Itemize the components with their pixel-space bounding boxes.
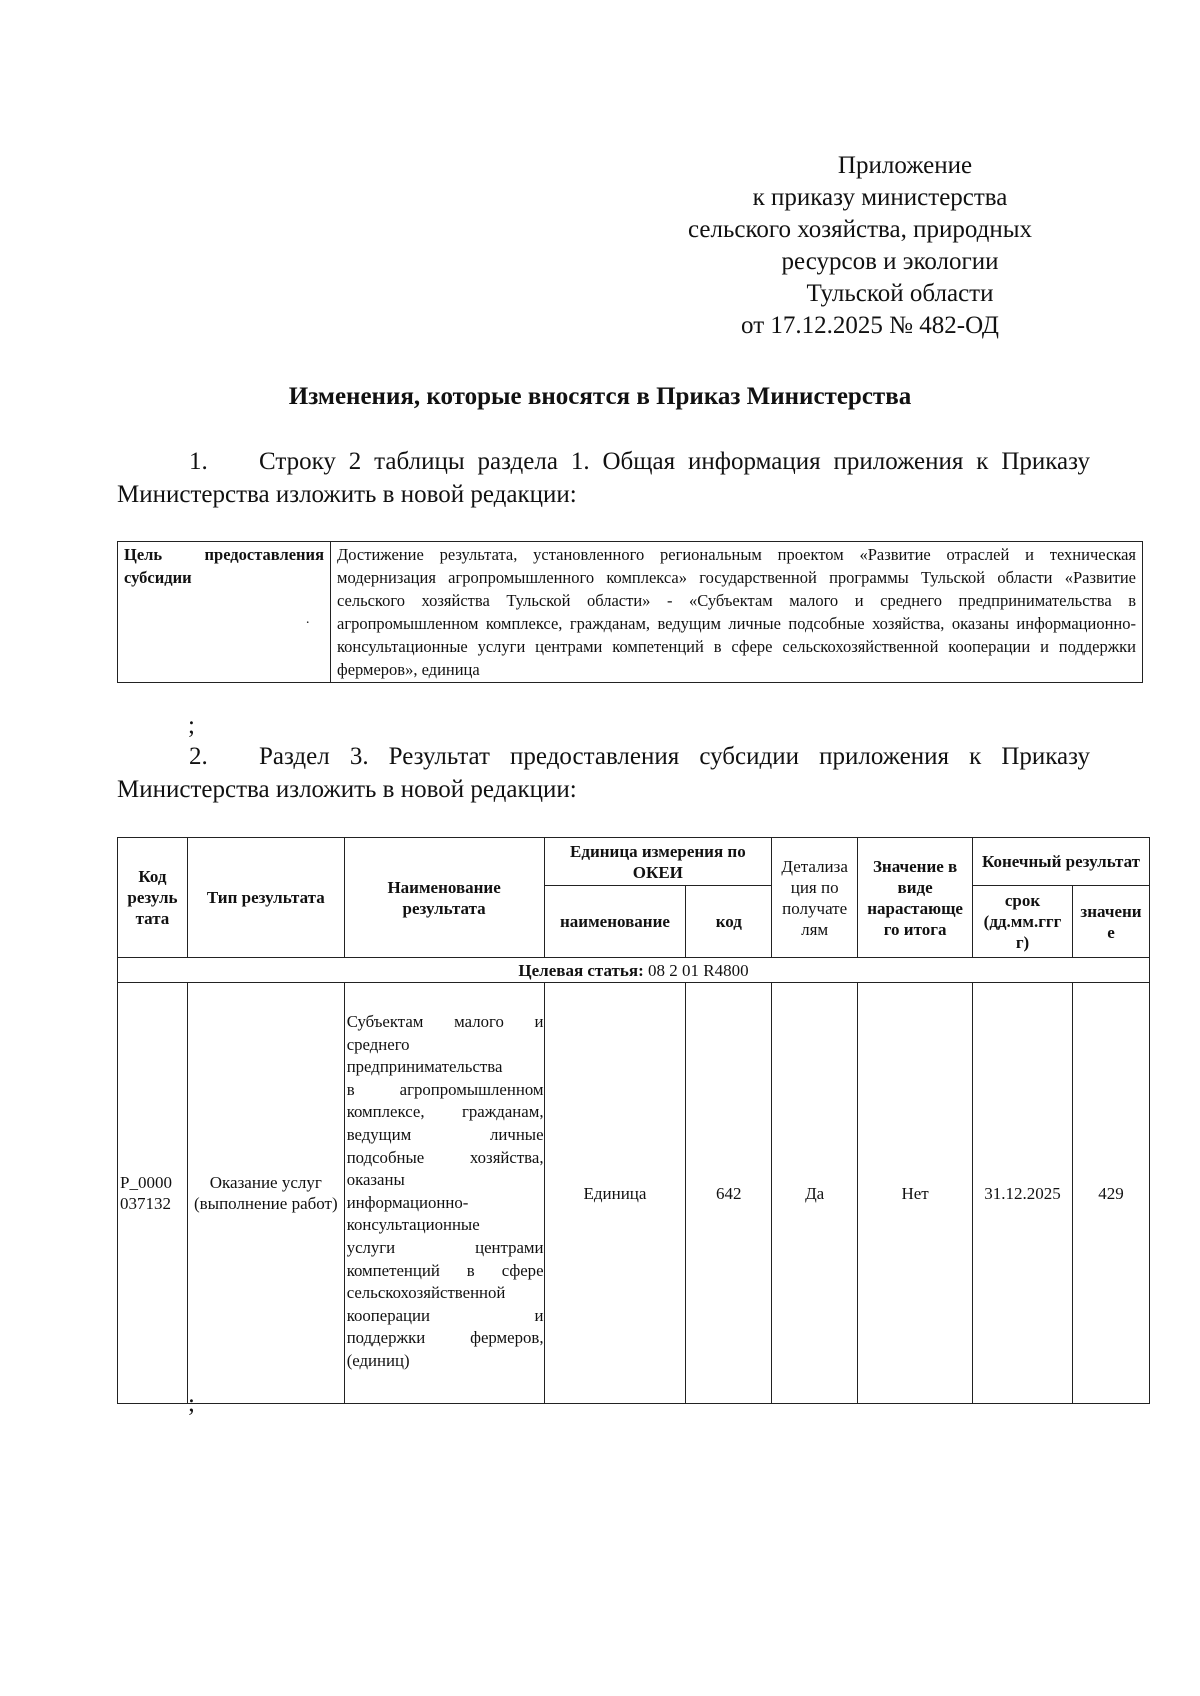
item-2-text: Раздел 3. Результат предоставления субсидии приложения к Приказу Министерства изложить в новой редакции: bbox=[117, 743, 1090, 803]
section-label: Целевая статья: bbox=[518, 960, 644, 980]
purpose-label-word-3: субсидии bbox=[124, 568, 192, 587]
header-final-date: срок (дд.мм.ггг г) bbox=[973, 886, 1073, 958]
item-1-paragraph bbox=[117, 445, 1090, 511]
cell-name-line: предпринимательства bbox=[346, 1057, 503, 1077]
result-data-row bbox=[118, 983, 1150, 1404]
cell-name-line: кооперации и bbox=[346, 1305, 544, 1325]
document-title: Изменения, которые вносятся в Приказ Министерства bbox=[288, 383, 912, 410]
purpose-table-row bbox=[118, 542, 1143, 683]
cell-name-line: сельскохозяйственной bbox=[346, 1283, 506, 1303]
header-unit-group: Единица измерения по ОКЕИ bbox=[544, 838, 772, 886]
header-line-ministry: сельского хозяйства, природных bbox=[687, 216, 1033, 243]
cell-type: Оказание услуг (выполнение работ) bbox=[187, 983, 344, 1404]
purpose-label-word-2: предоставления bbox=[204, 545, 324, 564]
cell-name-line: подсобные хозяйства, bbox=[346, 1147, 544, 1167]
header-detail: Детализа ция по получате лям bbox=[772, 838, 858, 958]
item-1-number: 1. bbox=[189, 448, 208, 475]
cell-name-line: среднего bbox=[346, 1034, 410, 1054]
section-cell bbox=[118, 958, 1150, 983]
cell-name-line: Субъектам малого и bbox=[346, 1012, 544, 1031]
cell-name-line: компетенций в сфере bbox=[346, 1260, 544, 1280]
cell-code: P_0000 037132 bbox=[118, 983, 188, 1404]
purpose-label-word-1: Цель bbox=[124, 545, 163, 564]
header-name: Наименование результата bbox=[344, 838, 544, 958]
header-final-value: значени е bbox=[1072, 886, 1149, 958]
cell-name-line: информационно- bbox=[346, 1192, 469, 1212]
cell-name-line: (единиц) bbox=[346, 1350, 410, 1370]
purpose-text-cell: Достижение результата, установленного региональным проектом «Развитие отраслей и техническая модернизация агропромышленного комплекса» государственной программы Тульской области «Развитие сельского хозяйства Тульской области» - «Субъектам малого и среднего предпринимательства в агропромышленном комплексе, гражданам, ведущим личные подсобные хозяйства, оказаны информационно-консультационные услуги центрами компетенций в сфере сельскохозяйственной кооперации и поддержки фермеров», единица bbox=[331, 542, 1143, 683]
cell-detail: Да bbox=[772, 983, 858, 1404]
cell-name-line: в агропромышленном bbox=[346, 1079, 544, 1099]
header-code: Код резуль тата bbox=[118, 838, 188, 958]
header-line-resources: ресурсов и экологии bbox=[781, 248, 999, 275]
cell-final-date: 31.12.2025 bbox=[973, 983, 1073, 1404]
appendix-header bbox=[600, 150, 1120, 342]
cell-name-line: ведущим личные bbox=[346, 1124, 544, 1144]
item-2-number: 2. bbox=[189, 743, 208, 770]
cell-name bbox=[344, 983, 544, 1404]
header-unit-name: наименование bbox=[544, 886, 686, 958]
result-table-header-row-1 bbox=[118, 838, 1150, 886]
cell-name-line: консультационные bbox=[346, 1215, 480, 1235]
purpose-label-cell bbox=[118, 542, 331, 683]
header-line-appendix: Приложение bbox=[837, 152, 973, 179]
item-2-paragraph bbox=[117, 740, 1090, 806]
header-cumulative: Значение в виде нарастающе го итога bbox=[858, 838, 973, 958]
cell-name-line: услуги центрами bbox=[346, 1237, 544, 1257]
item-1-text: Строку 2 таблицы раздела 1. Общая информация приложения к Приказу Министерства изложить в новой редакции: bbox=[117, 448, 1090, 508]
header-type: Тип результата bbox=[187, 838, 344, 958]
stray-dot-mark: · bbox=[305, 616, 310, 631]
header-line-order: к приказу министерства bbox=[752, 184, 1008, 211]
header-final-group: Конечный результат bbox=[973, 838, 1150, 886]
cell-unit-name: Единица bbox=[544, 983, 686, 1404]
section-value: 08 2 01 R4800 bbox=[648, 960, 749, 980]
purpose-table bbox=[117, 541, 1143, 683]
header-line-region: Тульской области bbox=[806, 280, 994, 307]
header-unit-code: код bbox=[686, 886, 772, 958]
cell-unit-code: 642 bbox=[686, 983, 772, 1404]
section-row bbox=[118, 958, 1150, 983]
cell-name-line: поддержки фермеров, bbox=[346, 1328, 544, 1348]
semicolon-1: ; bbox=[188, 712, 195, 739]
cell-name-line: оказаны bbox=[346, 1170, 405, 1190]
result-table bbox=[117, 837, 1150, 1404]
header-line-date-number: от 17.12.2025 № 482-ОД bbox=[741, 312, 999, 339]
semicolon-2: ; bbox=[188, 1390, 195, 1417]
cell-final-value: 429 bbox=[1072, 983, 1149, 1404]
cell-name-line: комплексе, гражданам, bbox=[346, 1102, 544, 1122]
cell-cumulative: Нет bbox=[858, 983, 973, 1404]
